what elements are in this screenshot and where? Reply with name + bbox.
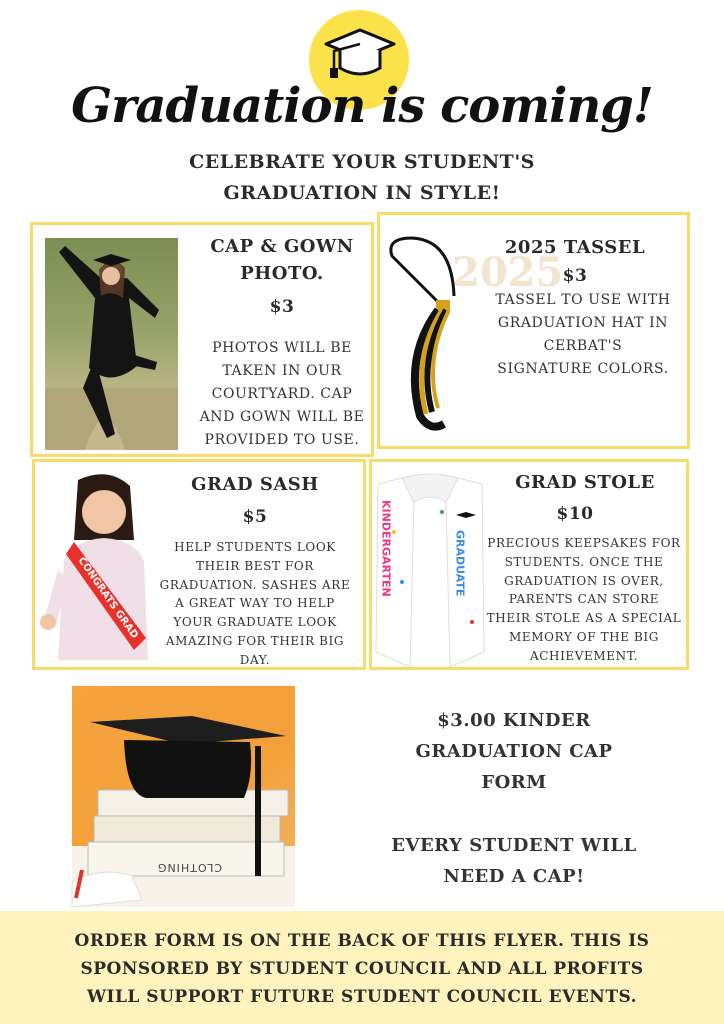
desc-line: COURTYARD. CAP [211,386,353,402]
desc-line: GRADUATION IS OVER, [504,573,664,588]
desc-line: GRADUATION. SASHES ARE [159,577,351,592]
footer-line: ORDER FORM IS ON THE BACK OF THIS FLYER. THIS IS [74,931,650,951]
desc-line: HELP STUDENTS LOOK [174,540,336,554]
stole-description [482,534,686,666]
photo-description [186,337,378,452]
tassel-description [482,289,684,381]
footer-banner [0,911,724,1024]
desc-line: GRADUATION HAT IN [497,315,669,331]
subhead-line: CELEBRATE YOUR STUDENT'S [189,151,535,173]
desc-line: PHOTOS WILL BE [212,340,352,356]
cap-form-line: GRADUATION CAP [415,741,613,762]
tassel-title: 2025 TASSEL [504,237,646,258]
desc-line: DAY. [239,652,271,667]
desc-line: PARENTS CAN STORE [508,592,660,607]
sash-price: $5 [242,507,268,527]
stole-right-text: GRADUATE [453,530,467,597]
page-headline: Graduation is coming! [71,78,653,134]
footer-line: WILL SUPPORT FUTURE STUDENT COUNCIL EVENTS. [86,987,638,1007]
book-label: CLOTHING [156,861,222,874]
need-cap-line: NEED A CAP! [443,866,585,887]
desc-line: YOUR GRADUATE LOOK [173,615,337,630]
graduate-photo [45,238,178,450]
desc-line: AMAZING FOR THEIR BIG [165,633,345,648]
tassel-price: $3 [562,266,588,286]
sash-description [150,538,360,670]
desc-line: AND GOWN WILL BE [199,409,365,425]
photo-title [192,233,372,287]
stole-title: GRAD STOLE [515,472,655,493]
photo-title-line: CAP & GOWN [210,236,354,257]
page-subhead [0,147,724,209]
desc-line: THEIR BEST FOR [195,558,315,573]
desc-line: MEMORY OF THE BIG [509,629,659,644]
desc-line: PROVIDED TO USE. [204,432,360,448]
cap-books-photo [72,686,295,907]
footer-text [20,927,704,1011]
footer-line: SPONSORED BY STUDENT COUNCIL AND ALL PROFITS [80,959,644,979]
desc-line: PRECIOUS KEEPSAKES FOR [487,536,681,550]
tassel-watermark: 2025 [452,249,564,296]
cap-form-line: $3.00 KINDER [437,710,591,731]
desc-line: TASSEL TO USE WITH [495,292,671,308]
sash-girl-photo [38,470,154,665]
stole-price: $10 [556,504,594,524]
photo-title-line: PHOTO. [240,263,324,284]
desc-line: SIGNATURE COLORS. [497,361,669,377]
desc-line: CERBAT'S [543,338,623,354]
sash-text: CONGRATS GRAD [75,555,140,641]
cap-form-heading [364,705,664,798]
desc-line: ACHIEVEMENT. [529,648,639,663]
desc-line: TAKEN IN OUR [222,363,342,379]
sash-title: GRAD SASH [191,474,319,495]
cap-form-line: FORM [481,772,547,793]
desc-line: A GREAT WAY TO HELP [175,596,335,611]
need-cap-line: EVERY STUDENT WILL [391,835,637,856]
photo-price: $3 [269,297,295,317]
stole-left-text: KINDERGARTEN [379,500,393,597]
desc-line: THEIR STOLE AS A SPECIAL [486,611,682,626]
desc-line: STUDENTS. ONCE THE [504,554,664,569]
subhead-line: GRADUATION IN STYLE! [223,182,501,204]
need-cap-note [364,830,664,892]
stole-photo [372,472,488,667]
